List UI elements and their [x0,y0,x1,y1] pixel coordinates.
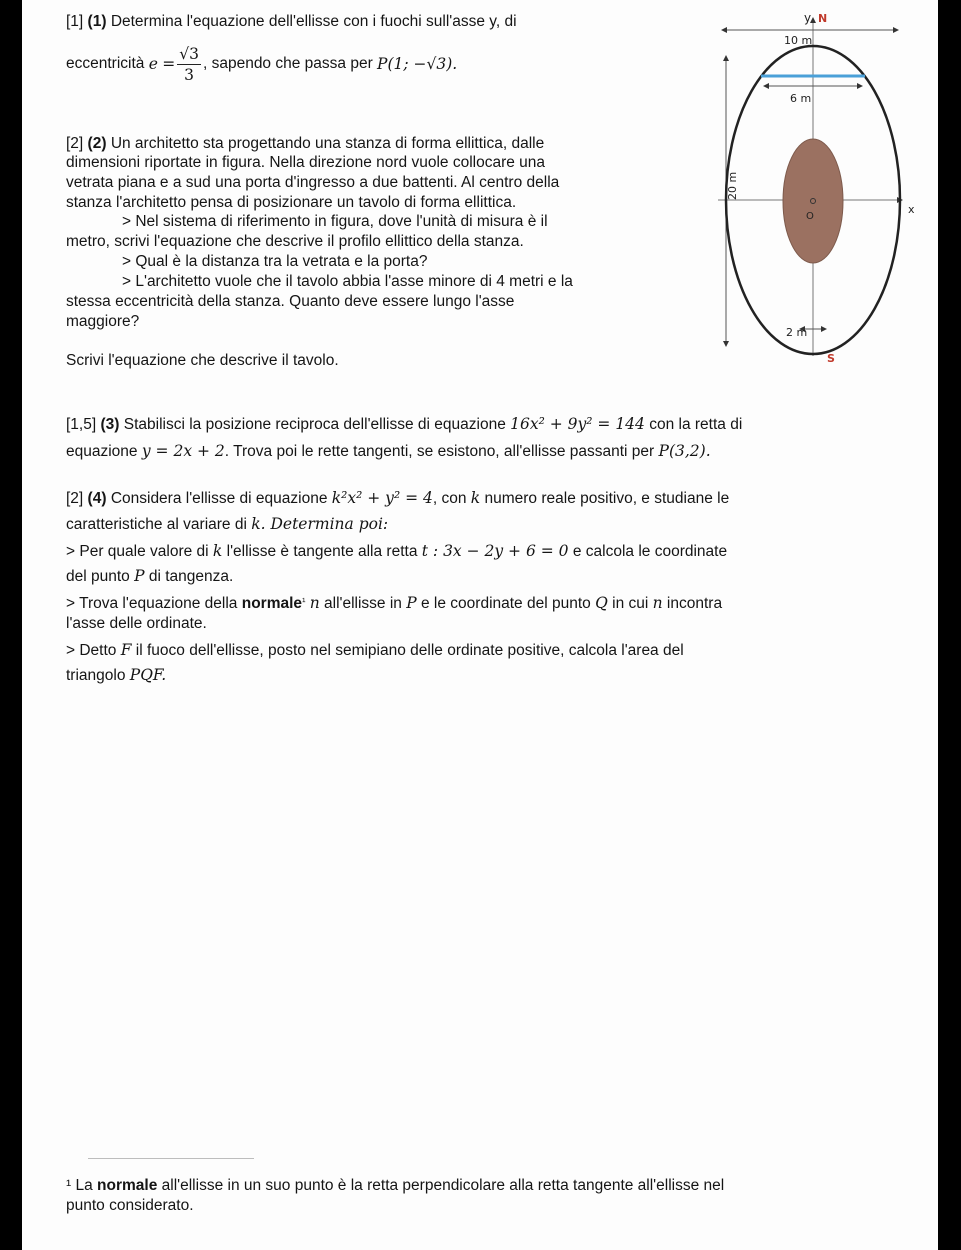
q4-b3-f: F [120,641,132,659]
q4-triangle-pqf: PQF. [129,666,167,684]
q4-bullet-3 [66,640,684,661]
q4-tangent-line: t : 3x − 2y + 6 = 0 [421,542,569,560]
q1-text: Determina l'equazione dell'ellisse con i fuochi sull'asse y, di [110,13,517,30]
q4-b3-text-c: il fuoco dell'ellisse, posto nel semipiano delle ordinate positive, calcola l'area del [135,642,684,659]
q3-number: (3) [100,416,120,433]
q1-ecc-var: e [148,55,158,73]
q3-text-b: con la retta di [649,416,743,433]
q4-b1-point-p: P [134,567,145,585]
q4-bullet-2-cont: l'asse delle ordinate. [66,615,207,632]
q4-b1-text-g: di tangenza. [148,568,234,585]
q4-b2-text-a: > Trova l'equazione della [66,595,238,612]
q4-b3-text-d: triangolo [66,667,126,684]
q4-b2-text-i: in cui [612,595,649,612]
q4-b2-text-k: incontra [666,595,723,612]
q4-number: (4) [87,490,107,507]
q4-b3-text-a: > Detto [66,642,117,659]
height-label: 20 m [726,171,739,200]
q4-k-var: k [470,489,481,507]
q4-b2-text-g: e le coordinate del punto [421,595,591,612]
q4-line2-text: caratteristiche al variare di [66,516,247,533]
q2-line-2: dimensioni riportate in figura. Nella direzione nord vuole collocare una [66,154,546,171]
q2-bullet-1: > Nel sistema di riferimento in figura, dove l'unità di misura è il [122,213,548,230]
q3-points: [1,5] [66,416,97,433]
room-ellipse-figure [708,4,932,364]
q4-line2 [66,514,388,535]
q4-b2-n2: n [652,594,663,612]
footnote-mark: ¹ La [66,1177,93,1194]
q4-b2-q: Q [595,594,608,612]
q2-line-4: stanza l'architetto pensa di posizionare un tavolo di forma ellittica. [66,194,517,211]
footnote-line2: punto considerato. [66,1197,194,1214]
q2-bullet-3: > L'architetto vuole che il tavolo abbia l'asse minore di 4 metri e la [122,273,573,290]
north-label: N [818,12,828,25]
q1-tail: , sapendo che passa per [202,55,373,72]
south-label: S [827,352,835,364]
q2-text-1: Un architetto sta progettando una stanza di forma ellittica, dalle [110,135,545,152]
q3-line-equation: y = 2x + 2 [141,442,225,460]
footnote-text-1: all'ellisse in un suo punto è la retta perpendicolare alla retta tangente all'ellisse nel [161,1177,725,1194]
q1-equals: = [162,55,176,73]
q4-b1-text-b: l'ellisse è tangente alla retta [226,543,418,560]
q3-text-a: Stabilisci la posizione reciproca dell'ellisse di equazione [123,416,506,433]
q1-point: P(1; −√3). [377,55,458,73]
q2-line-1 [66,134,544,154]
y-axis-label: y [804,11,812,25]
q4-line1 [66,488,729,509]
q4-b2-p: P [406,594,417,612]
q2-line-3: vetrata piana e a sud una porta d'ingresso a due battenti. Al centro della [66,174,560,191]
footnote-divider [88,1158,254,1159]
q2-line-9: stessa eccentricità della stanza. Quanto deve essere lungo l'asse [66,293,515,310]
q4-normale-bold: normale [241,595,303,612]
q4-b2-n: n [309,594,320,612]
q4-text-a: Considera l'ellisse di equazione [110,490,328,507]
door-label: 2 m [786,326,808,339]
table-ellipse [783,139,843,263]
q4-b1-text-a: > Per quale valore di [66,543,209,560]
q4-bullet-1-cont [66,566,233,587]
q3-line2 [66,441,711,462]
q2-points: [2] [66,135,84,152]
q1-fraction [177,44,201,85]
origin-label: O [806,211,814,222]
q4-bullet-1 [66,541,727,562]
q1-fraction-denominator: 3 [184,65,195,84]
q4-b1-text-d: e calcola le coordinate [572,543,728,560]
q3-point: P(3,2). [658,442,711,460]
footnote-bold: normale [97,1177,158,1194]
footnote-line1 [66,1176,724,1196]
q3-ellipse-equation: 16x² + 9y² = 144 [510,415,645,433]
q1-ecc-label: eccentricità [66,55,145,72]
q4-b2-text-e: all'ellisse in [324,595,402,612]
q4-bullet-2 [66,593,722,614]
width-label: 10 m [784,34,813,47]
q1-line1 [66,12,517,32]
q1-line2 [66,36,457,92]
q4-b1-text-e: del punto [66,568,130,585]
q2-number: (2) [87,135,107,152]
q4-text-b: , con [432,490,467,507]
q2-line-11: Scrivi l'equazione che descrive il tavolo. [66,352,339,369]
q4-b1-k: k [212,542,223,560]
q2-bullet-2: > Qual è la distanza tra la vetrata e la porta? [122,253,428,270]
q1-points: [1] [66,13,84,30]
q4-footnote-ref: ¹ [302,597,306,608]
q4-points: [2] [66,490,84,507]
x-axis-label: x [908,203,915,216]
q3-text-c: equazione [66,443,138,460]
q3-line1 [66,414,742,435]
q1-fraction-numerator: √3 [179,44,199,63]
window-label: 6 m [790,92,812,105]
q3-text-d: . Trova poi le rette tangenti, se esistono, all'ellisse passanti per [224,443,655,460]
q4-ellipse-equation: k²x² + y² = 4 [331,489,433,507]
q1-number: (1) [87,13,107,30]
q4-bullet-3-cont [66,665,166,686]
q2-line-10: maggiore? [66,313,140,330]
q4-text-c: numero reale positivo, e studiane le [484,490,730,507]
q4-line2-math: k. Determina poi: [251,515,389,533]
worksheet-page [22,0,938,1250]
q2-line-6: metro, scrivi l'equazione che descrive il profilo ellittico della stanza. [66,233,524,250]
